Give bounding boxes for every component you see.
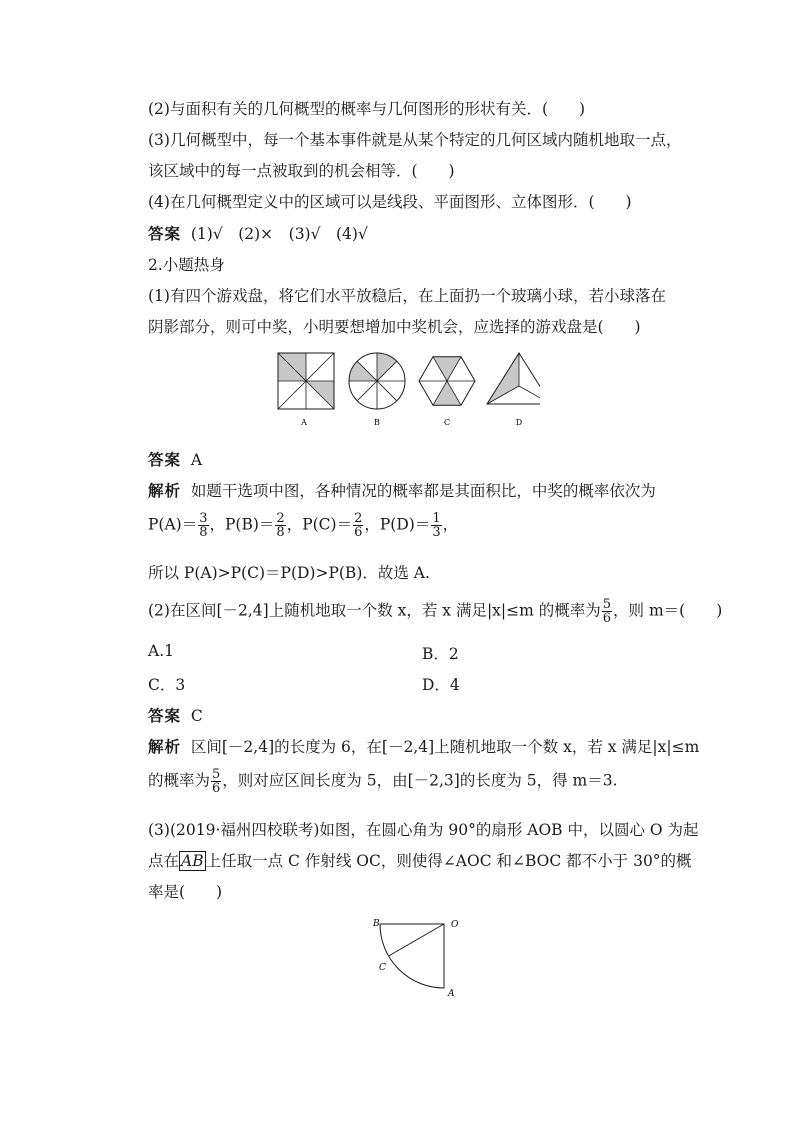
question-2-tail: ，则 m＝( ) — [613, 601, 723, 620]
option-c: C．3 — [148, 676, 186, 694]
board-b — [349, 353, 405, 409]
explanation-2-pre: 的概率为 — [148, 771, 211, 790]
explanation-label: 解析 — [148, 481, 182, 500]
question-1-line1: (1)有四个游戏盘，将它们水平放稳后，在上面扔一个玻璃小球，若小球落在 — [148, 287, 666, 305]
question-3-line2 — [148, 849, 692, 871]
option-a: A.1 — [148, 642, 174, 660]
board-c — [419, 357, 475, 405]
explanation-text: 如题干选项中图，各种情况的概率都是其面积比，中奖的概率依次为 — [190, 482, 656, 500]
option-d: D．4 — [422, 676, 460, 694]
statement-3-line1: (3)几何概型中，每一个基本事件就是从某个特定的几何区域内随机地取一点， — [148, 131, 682, 149]
explanation-text: 区间[－2,4]的长度为 6，在[－2,4]上随机地取一个数 x，若 x 满足|x|≤m — [190, 738, 700, 756]
section-heading: 2.小题热身 — [148, 256, 225, 274]
conclusion-line: 所以 P(A)>P(C)＝P(D)>P(B)．故选 A. — [148, 564, 430, 582]
explanation-label: 解析 — [148, 737, 182, 756]
answer-text: A — [190, 451, 203, 469]
answer-label: 答案 — [148, 706, 182, 725]
fraction-exp2: $\frac{5}{6}$ — [212, 767, 221, 796]
answer-3 — [148, 704, 203, 726]
prob-end: ， — [442, 515, 459, 534]
option-b: B．2 — [422, 645, 459, 663]
question-3-line3: 率是( ) — [148, 883, 223, 901]
fraction-a: $\frac{3}{8}$ — [199, 511, 208, 540]
board-d — [487, 353, 540, 404]
fraction-q2: $\frac{5}{6}$ — [602, 597, 612, 626]
prob-d-label: ，P(D)＝ — [364, 515, 431, 534]
arc-ab: AB — [181, 852, 204, 870]
answer-label: 答案 — [148, 450, 182, 469]
fraction-d: $\frac{1}{3}$ — [432, 511, 441, 540]
answer-text: (1)√ (2)× (3)√ (4)√ — [190, 225, 368, 243]
statement-3-line2: 该区域中的每一点被取到的机会相等．( ) — [148, 162, 455, 180]
answer-label: 答案 — [148, 224, 182, 243]
prob-c-label: ，P(C)＝ — [286, 515, 353, 534]
explanation-1 — [148, 479, 656, 501]
game-boards-figure — [270, 348, 540, 432]
question-2 — [148, 598, 722, 625]
answer-1 — [148, 222, 368, 244]
question-1-line2: 阴影部分，则可中奖，小明要想增加中奖机会，应选择的游戏盘是( ) — [148, 318, 641, 336]
board-c-label: C — [443, 418, 451, 427]
board-b-label: B — [374, 418, 380, 427]
answer-2 — [148, 448, 202, 470]
statement-2: (2)与面积有关的几何概型的概率与几何图形的形状有关．( ) — [148, 100, 586, 118]
explanation-2 — [148, 735, 699, 757]
explanation-2-post: ，则对应区间长度为 5，由[－2,3]的长度为 5，得 m＝3. — [222, 771, 618, 790]
label-a: A — [448, 989, 455, 998]
answer-text: C — [190, 707, 203, 725]
prob-b-label: ，P(B)＝ — [209, 515, 275, 534]
statement-4: (4)在几何概型定义中的区域可以是线段、平面图形、立体图形．( ) — [148, 193, 632, 211]
label-b: B — [373, 919, 380, 929]
label-o: O — [451, 920, 459, 930]
question-2-text: (2)在区间[－2,4]上随机地取一个数 x，若 x 满足|x|≤m 的概率为 — [148, 601, 601, 620]
board-d-label: D — [515, 418, 523, 427]
question-3-line1: (3)(2019·福州四校联考)如图，在圆心角为 90°的扇形 AOB 中，以圆心 O 为起 — [148, 821, 699, 839]
question-3-post: 上任取一点 C 作射线 OC，则使得∠AOC 和∠BOC 都不小于 30°的概 — [205, 852, 692, 870]
question-3-pre: 点在 — [148, 852, 180, 870]
sector-figure — [366, 912, 466, 998]
fraction-c: $\frac{2}{6}$ — [354, 511, 363, 540]
prob-a-label: P(A)＝ — [148, 515, 198, 534]
board-a-label: A — [301, 418, 307, 427]
board-a — [278, 353, 334, 409]
explanation-2-line2 — [148, 768, 618, 795]
label-c: C — [379, 963, 386, 973]
probabilities-line — [148, 512, 458, 539]
fraction-b: $\frac{2}{8}$ — [276, 511, 285, 540]
